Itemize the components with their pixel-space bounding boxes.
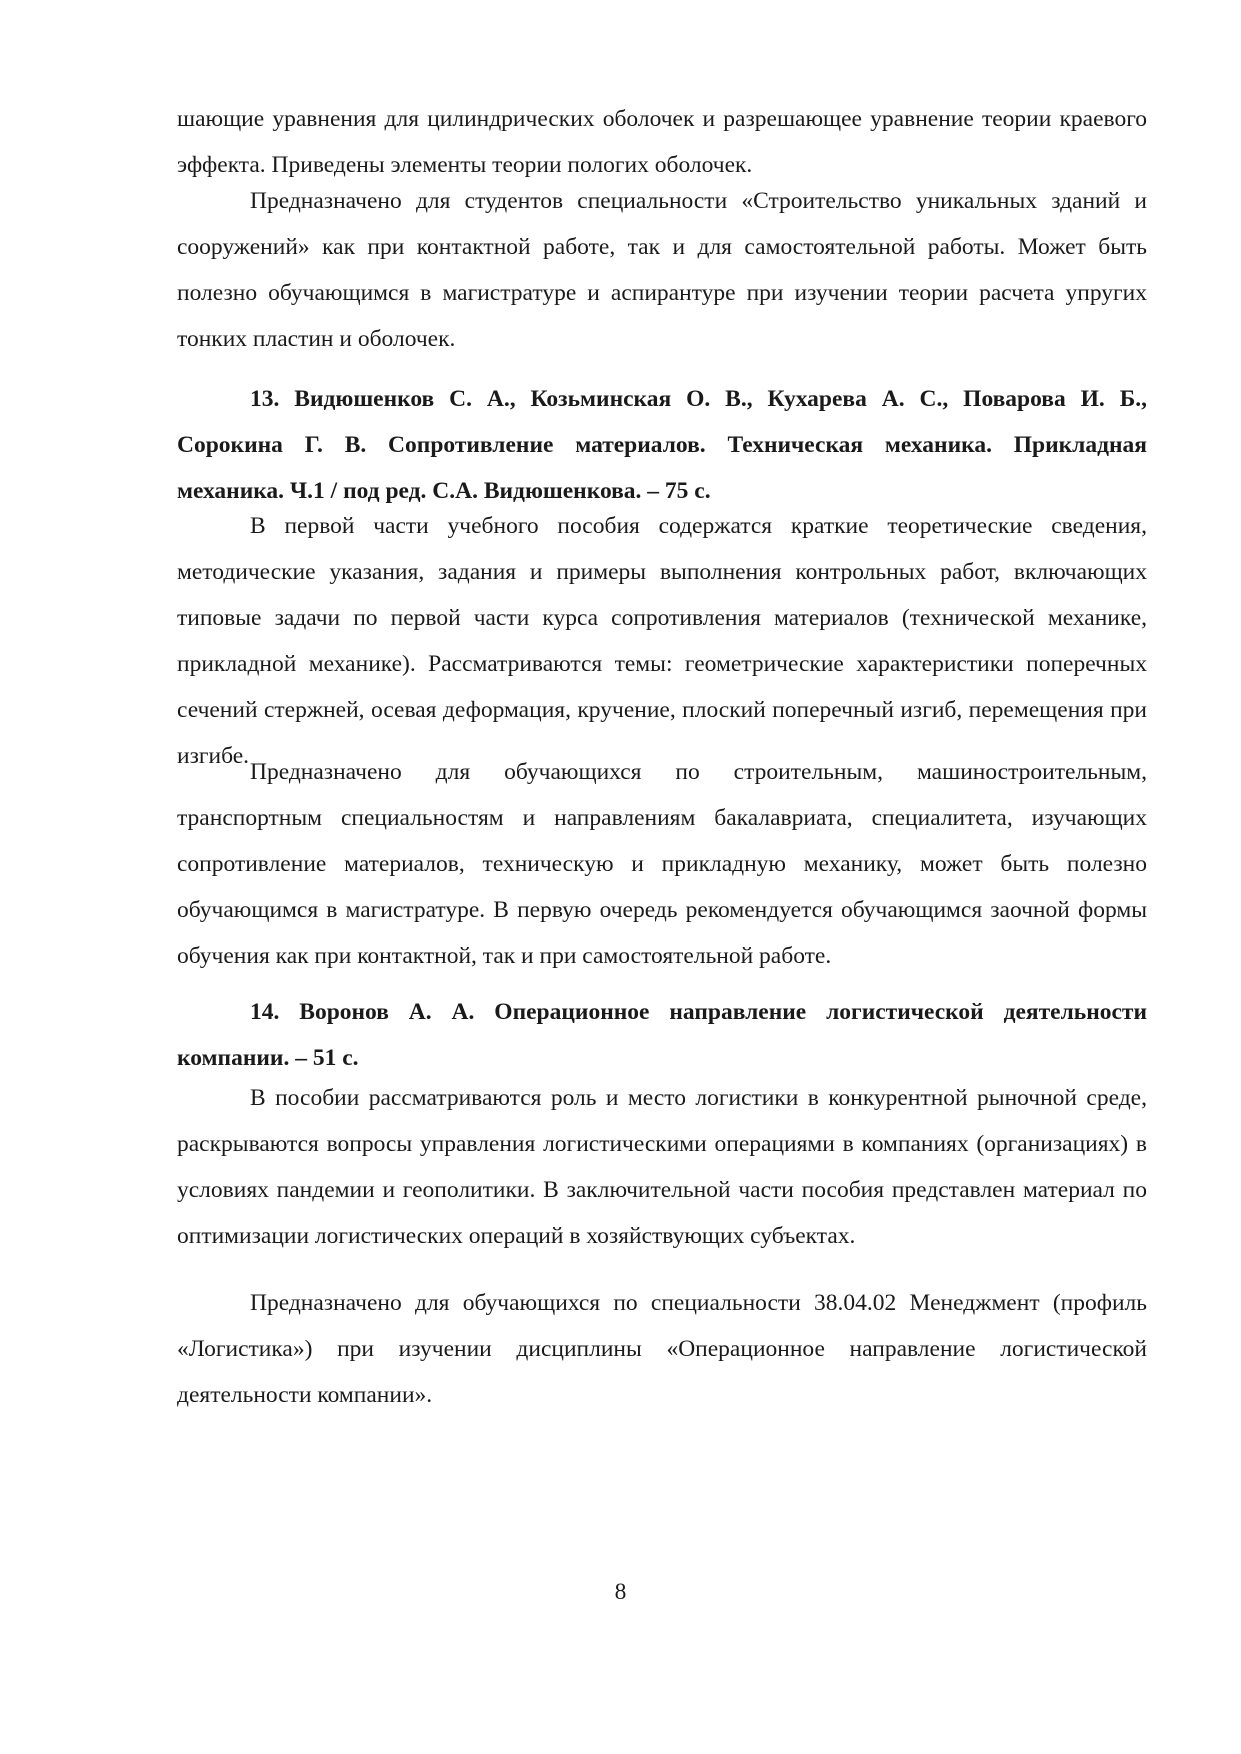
- entry-14-heading: 14. Воронов А. А. Операционное направление логистической деятельности компании. – 51 с.: [177, 999, 1147, 1071]
- page-number: 8: [614, 1579, 627, 1605]
- continuation-purpose: Предназначено для студентов специальности «Строительство уникальных зданий и сооружений» как при контактной работе, так и для самостоятельной работы. Может быть полезно обучающимся в магистратуре и аспирантуре при изучении теории расчета упругих тонких пластин и оболочек.: [177, 188, 1147, 352]
- entry-13-purpose: Предназначено для обучающихся по строительным, машиностроительным, транспортным специальностям и направлениям бакалавриата, специалитета, изучающих сопротивление материалов, техническую и прикладную механику, может быть полезно обучающимся в магистратуре. В первую очередь рекомендуется обучающимся заочной формы обучения как при контактной, так и при самостоятельной работе.: [177, 759, 1147, 969]
- entry-13-description: В первой части учебного пособия содержатся краткие теоретические сведения, методические указания, задания и примеры выполнения контрольных работ, включающих типовые задачи по первой части курса сопротивления материалов (технической механике, прикладной механике). Рассматриваются темы: геометрические характеристики поперечных сечений стержней, осевая деформация, кручение, плоский поперечный изгиб, перемещения при изгибе.: [177, 513, 1147, 769]
- continuation-paragraph: шающие уравнения для цилиндрических оболочек и разрешающее уравнение теории краевого эффекта. Приведены элементы теории пологих оболочек.: [177, 106, 1147, 178]
- entry-13-heading: 13. Видюшенков С. А., Козьминская О. В., Кухарева А. С., Поварова И. Б., Сорокина Г. В. Сопротивление материалов. Техническая механика. Прикладная механика. Ч.1 / под ред. С.А. Видюшенкова. – 75 с.: [177, 386, 1147, 504]
- entry-14-purpose: Предназначено для обучающихся по специальности 38.04.02 Менеджмент (профиль «Логистика») при изучении дисциплины «Операционное направление логистической деятельности компании».: [177, 1290, 1147, 1408]
- entry-14-description: В пособии рассматриваются роль и место логистики в конкурентной рыночной среде, раскрываются вопросы управления логистическими операциями в компаниях (организациях) в условиях пандемии и геополитики. В заключительной части пособия представлен материал по оптимизации логистических операций в хозяйствующих субъектах.: [177, 1085, 1147, 1249]
